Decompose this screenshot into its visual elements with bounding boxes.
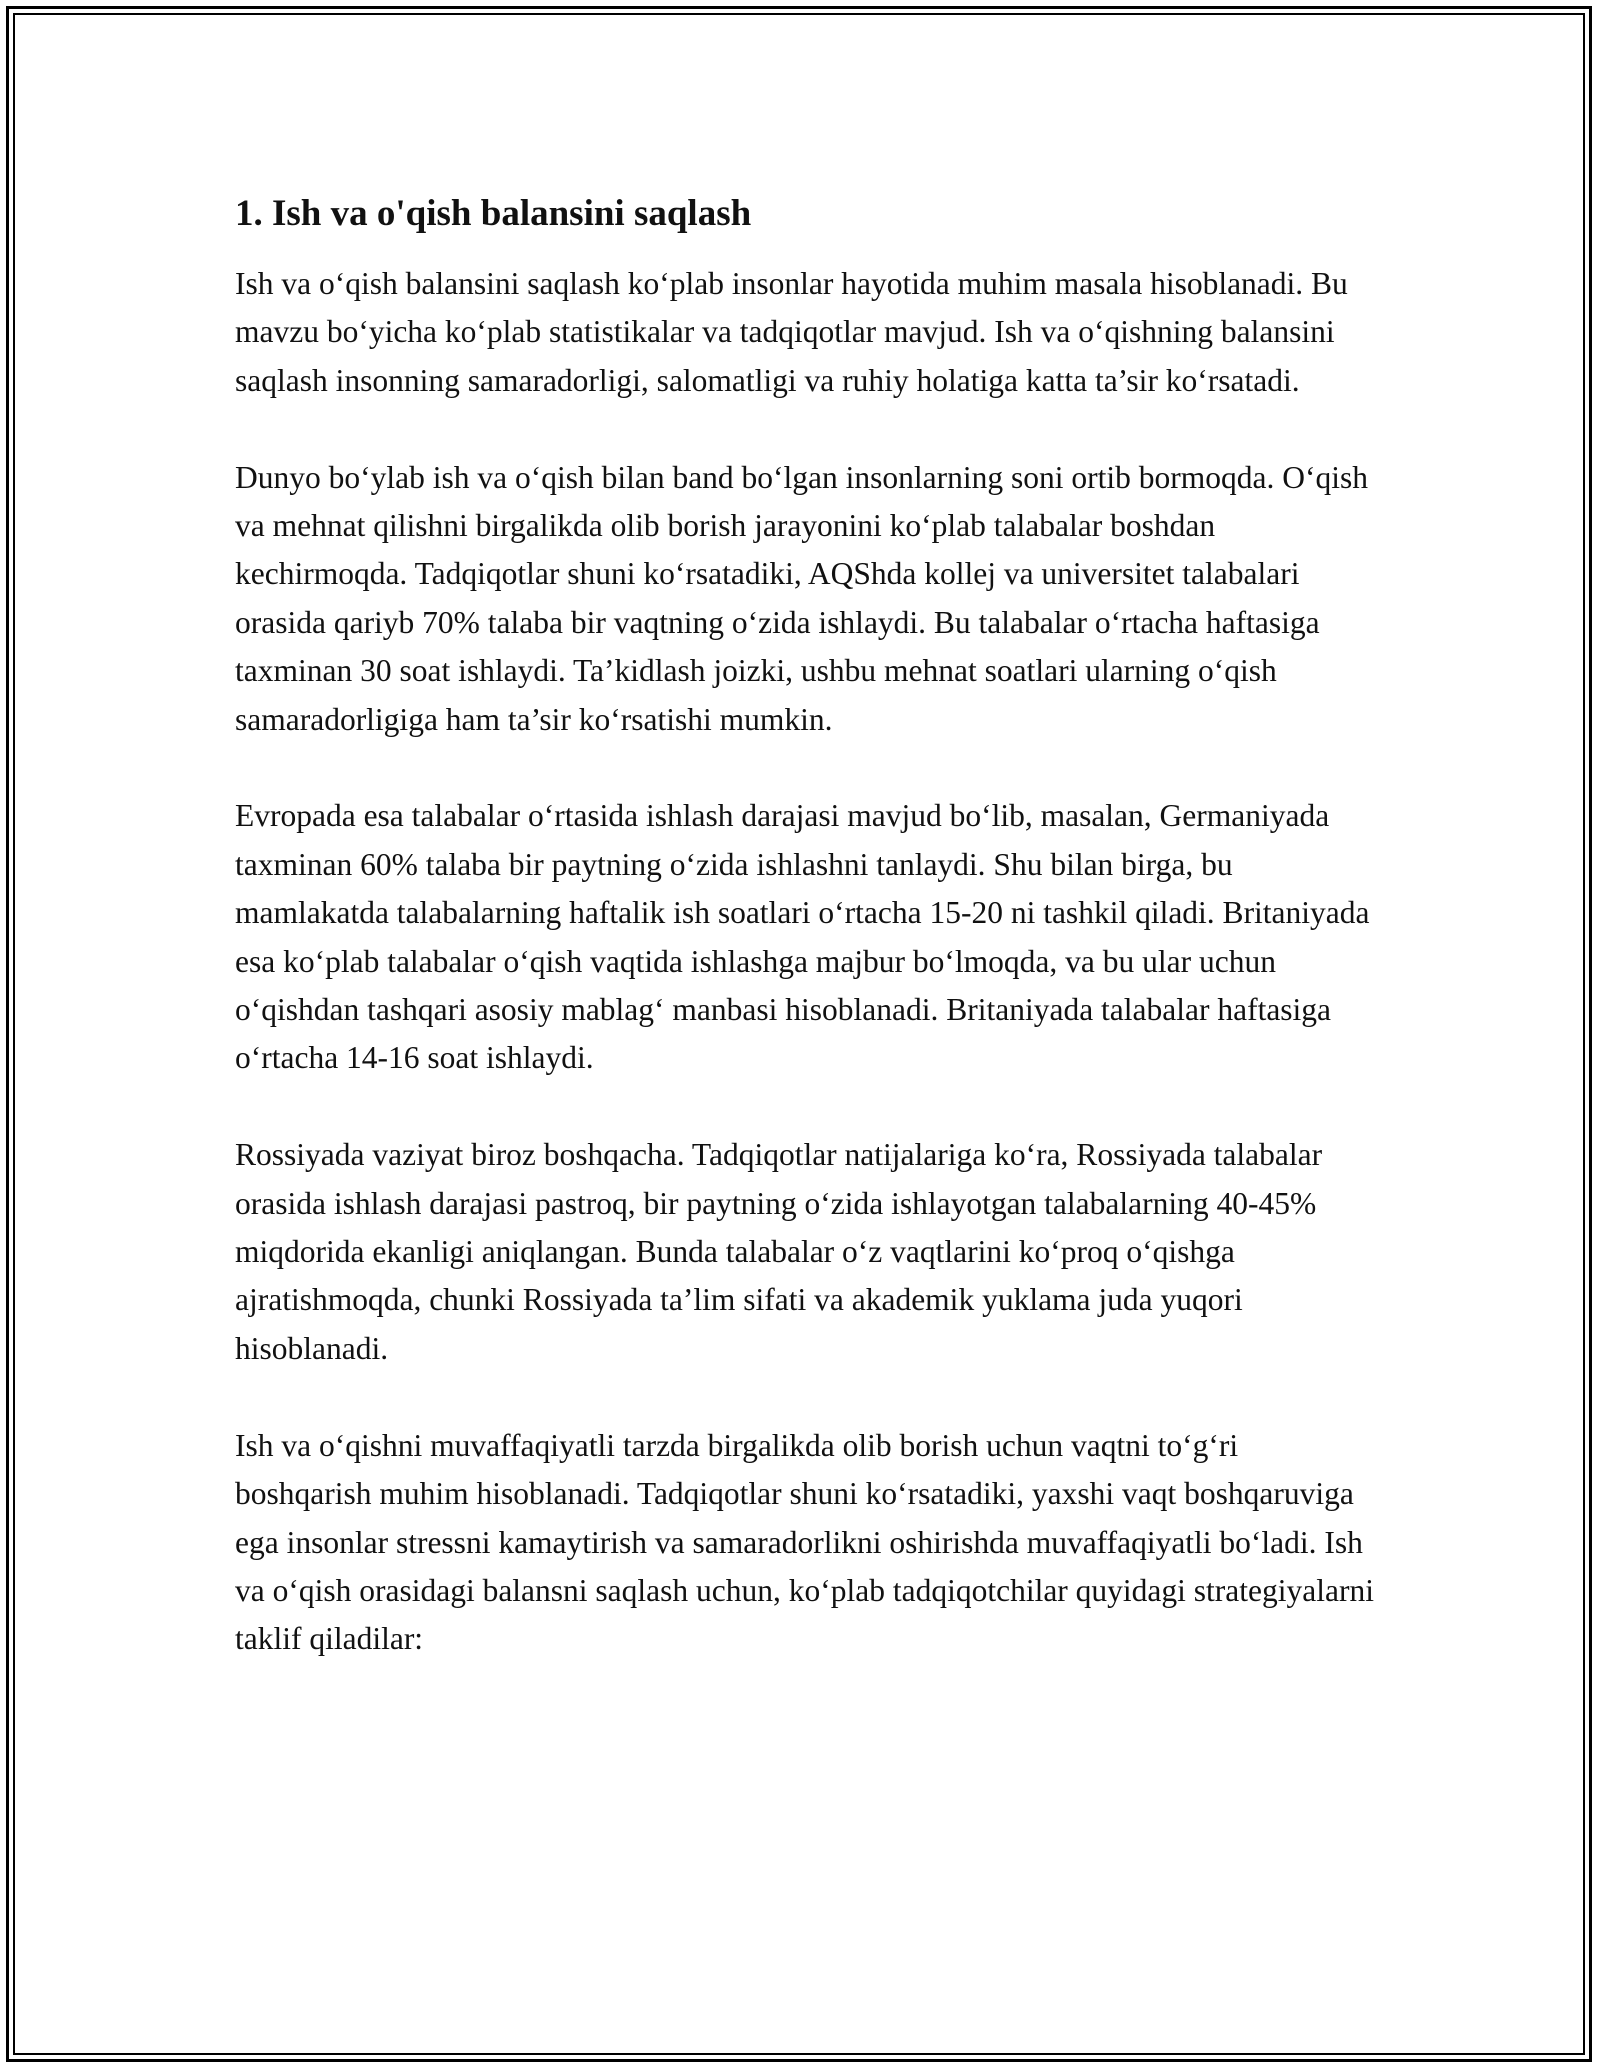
section-heading: 1. Ish va o'qish balansini saqlash	[235, 193, 752, 234]
paragraph-usa: Dunyo bo‘ylab ish va o‘qish bilan band bo‘lgan insonlarning soni ortib bormoqda. O‘qish va mehnat qilishni birgalikda olib borish jarayonini ko‘plab talabalar boshdan kechirmoqda. Tadqiqotlar shuni ko‘rsatadiki, AQShda kollej va universitet talabalari orasida qariyb 70% talaba bir vaqtning o‘zida ishlaydi. Bu talabalar o‘rtacha haftasiga taxminan 30 soat ishlaydi. Ta’kidlash joizki, ushbu mehnat soatlari ularning o‘qish samaradorligiga ham ta’sir ko‘rsatishi mumkin.	[235, 459, 1368, 737]
paragraph-intro: Ish va o‘qish balansini saqlash ko‘plab insonlar hayotida muhim masala hisoblanadi. Bu mavzu bo‘yicha ko‘plab statistikalar va tadqiqotlar mavjud. Ish va o‘qishning balansini saqlash insonning samaradorligi, salomatligi va ruhiy holatiga katta ta’sir ko‘rsatadi.	[235, 266, 1348, 398]
document-body	[235, 188, 1375, 1712]
paragraph-russia: Rossiyada vaziyat biroz boshqacha. Tadqiqotlar natijalariga ko‘ra, Rossiyada talabalar orasida ishlash darajasi pastroq, bir paytning o‘zida ishlayotgan talabalarning 40-45% miqdorida ekanligi aniqlangan. Bunda talabalar o‘z vaqtlarini ko‘proq o‘qishga ajratishmoqda, chunki Rossiyada ta’lim sifati va akademik yuklama juda yuqori hisoblanadi.	[235, 1137, 1323, 1366]
paragraph-europe: Evropada esa talabalar o‘rtasida ishlash darajasi mavjud bo‘lib, masalan, Germaniyada taxminan 60% talaba bir paytning o‘zida ishlashni tanlaydi. Shu bilan birga, bu mamlakatda talabalarning haftalik ish soatlari o‘rtacha 15-20 ni tashkil qiladi. Britaniyada esa ko‘plab talabalar o‘qish vaqtida ishlashga majbur bo‘lmoqda, va bu ular uchun o‘qishdan tashqari asosiy mablag‘ manbasi hisoblanadi. Britaniyada talabalar haftasiga o‘rtacha 14-16 soat ishlaydi.	[235, 798, 1370, 1076]
paragraph-time-management: Ish va o‘qishni muvaffaqiyatli tarzda birgalikda olib borish uchun vaqtni to‘g‘ri boshqarish muhim hisoblanadi. Tadqiqotlar shuni ko‘rsatadiki, yaxshi vaqt boshqaruviga ega insonlar stressni kamaytirish va samaradorlikni oshirishda muvaffaqiyatli bo‘ladi. Ish va o‘qish orasidagi balansni saqlash uchun, ko‘plab tadqiqotchilar quyidagi strategiyalarni taklif qiladilar:	[235, 1427, 1374, 1657]
